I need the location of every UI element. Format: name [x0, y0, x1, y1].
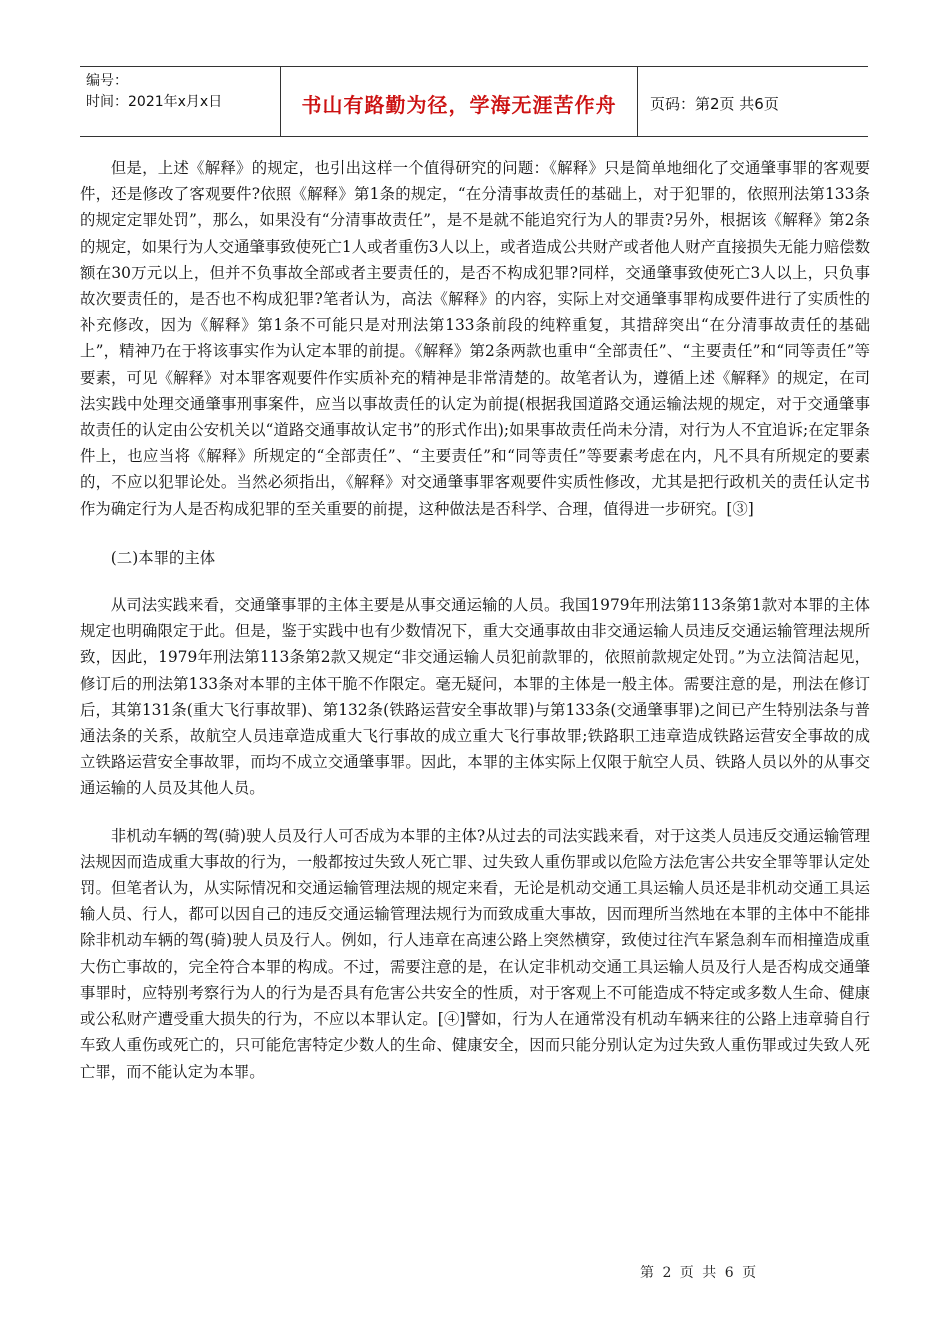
body-paragraph: 非机动车辆的驾(骑)驶人员及行人可否成为本罪的主体?从过去的司法实践来看，对于这类人员违反交通运输管理法规因而造成重大事故的行为，一般都按过失致人死亡罪、过失致人重伤罪或以危险方法危害公共安全罪等罪认定处罚。但笔者认为，从实际情况和交通运输管理法规的规定来看，无论是机动交通工具运输人员还是非机动交通工具运输人员、行人，都可以因自己的违反交通运输管理法规行为而致成重大事故，因而理所当然地在本罪的主体中不能排除非机动车辆的驾(骑)驶人员及行人。例如，行人违章在高速公路上突然横穿，致使过往汽车紧急刹车而相撞造成重大伤亡事故的，完全符合本罪的构成。不过，需要注意的是，在认定非机动交通工具运输人员及行人是否构成交通肇事罪时，应特别考察行为人的行为是否具有危害公共安全的性质，对于客观上不可能造成不特定或多数人生命、健康或公私财产遭受重大损失的行为，不应以本罪认定。[④]譬如，行为人在通常没有机动车辆来往的公路上违章骑自行车致人重伤或死亡的，只可能危害特定少数人的生命、健康安全，因而只能分别认定为过失致人重伤罪或过失致人死亡罪，而不能认定为本罪。 — [80, 826, 870, 1081]
body-paragraph: 但是，上述《解释》的规定，也引出这样一个值得研究的问题：《解释》只是简单地细化了交通肇事罪的客观要件，还是修改了客观要件?依照《解释》第1条的规定，“在分清事故责任的基础上，对于犯罪的，依照刑法第133条的规定定罪处罚”，那么，如果没有“分清事故责任”，是不是就不能追究行为人的罪责?另外，根据该《解释》第2条的规定，如果行为人交通肇事致使死亡1人或者重伤3人以上，或者造成公共财产或者他人财产直接损失无能力赔偿数额在30万元以上，但并不负事故全部或者主要责任的，是否不构成犯罪?同样，交通肇事致使死亡3人以上，只负事故次要责任的，是否也不构成犯罪?笔者认为，高法《解释》的内容，实际上对交通肇事罪构成要件进行了实质性的补充修改，因为《解释》第1条不可能只是对刑法第133条前段的纯粹重复，其措辞突出“在分清事故责任的基础上”，精神乃在于将该事实作为认定本罪的前提。《解释》第2条两款也重申“全部责任”、“主要责任”和“同等责任”等要素，可见《解释》对本罪客观要件作实质补充的精神是非常清楚的。故笔者认为，遵循上述《解释》的规定，在司法实践中处理交通肇事刑事案件，应当以事故责任的认定为前提(根据我国道路交通运输法规的规定，对于交通肇事故责任的认定由公安机关以“道路交通事故认定书”的形式作出);如果事故责任尚未分清，对行为人不宜追诉;在定罪条件上，也应当将《解释》所规定的“全部责任”、“主要责任”和“同等责任”等要素考虑在内，凡不具有所规定的要素的，不应以犯罪论处。当然必须指出，《解释》对交通肇事罪客观要件实质性修改，尤其是把行政机关的责任认定书作为确定行为人是否构成犯罪的至关重要的前提，这种做法是否科学、合理，值得进一步研究。[③] — [80, 159, 870, 518]
header-page-info: 页码：第2页 共6页 — [650, 95, 779, 113]
header-motto: 书山有路勤为径，学海无涯苦作舟 — [280, 67, 638, 136]
body-paragraph: 从司法实践来看，交通肇事罪的主体主要是从事交通运输的人员。我国1979年刑法第113条第1款对本罪的主体规定也明确限定于此。但是，鉴于实践中也有少数情况下，重大交通事故由非交通运输人员违反交通运输管理法规所致，因此，1979年刑法第113条第2款又规定“非交通运输人员犯前款罪的，依照前款规定处罚。”为立法简洁起见，修订后的刑法第133条对本罪的主体干脆不作限定。毫无疑问，本罪的主体是一般主体。需要注意的是，刑法在修订后，其第131条(重大飞行事故罪)、第132条(铁路运营安全事故罪)与第133条(交通肇事罪)之间已产生特别法条与普通法条的关系，故航空人员违章造成重大飞行事故的成立重大飞行事故罪;铁路职工违章造成铁路运营安全事故的成立铁路运营安全事故罪，而均不成立交通肇事罪。因此，本罪的主体实际上仅限于航空人员、铁路人员以外的从事交通运输的人员及其他人员。 — [80, 596, 870, 798]
page-header — [80, 66, 868, 137]
page-footer: 第 2 页 共 6 页 — [640, 1265, 759, 1281]
document-body — [80, 155, 870, 1085]
header-meta — [80, 67, 280, 136]
section-heading: (二)本罪的主体 — [110, 548, 216, 567]
document-date: 时间：2021年x月x日 — [86, 94, 223, 110]
document-number: 编号： — [86, 73, 128, 89]
